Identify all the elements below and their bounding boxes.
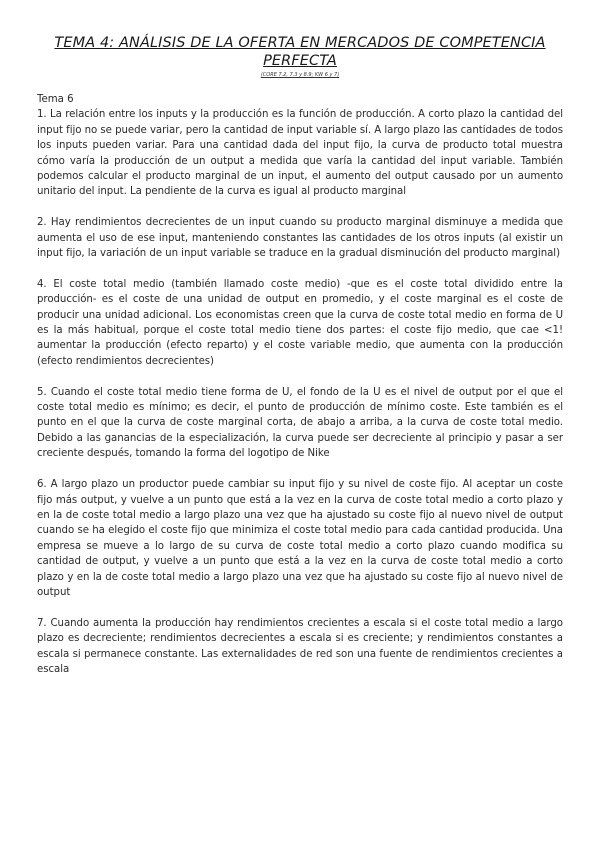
paragraph-5: 5. Cuando el coste total medio tiene forma de U, el fondo de la U es el nivel de output por el que el coste total medio es mínimo; es decir, el punto de producción de mínimo coste. Este también es el punto en el que la curva de coste marginal corta, de abajo a arriba, a la curva de coste total medio. Debido a las ganancias de la especialización, la curva puede ser decreciente al principio y pasar a ser creciente después, tomando la forma del logotipo de Nike — [37, 386, 563, 460]
paragraph-7: 7. Cuando aumenta la producción hay rendimientos crecientes a escala si el coste total medio a largo plazo es decreciente; rendimientos decrecientes a escala si es creciente; y rendimientos constantes a escala si permanece constante. Las externalidades de red son una fuente de rendimientos crecientes a escala — [37, 617, 563, 675]
paragraph-2: 2. Hay rendimientos decrecientes de un input cuando su producto marginal disminuye a medida que aumenta el uso de ese input, manteniendo constantes las cantidades de los otros inputs (al existir un input fijo, la variación de un input variable se traduce en la gradual disminución del producto marginal) — [37, 217, 563, 260]
page-subtitle: (CORE 7.2, 7.3 y 8.9; KW 6 y 7) — [260, 72, 340, 78]
paragraph-1: 1. La relación entre los inputs y la producción es la función de producción. A corto plazo la cantidad del input fijo no se puede variar, pero la cantidad de input variable sí. A largo plazo las cantidades de todos los inputs pueden variar. Para una cantidad dada del input fijo, la curva de producto total muestra cómo varía la producción de un output a medida que varía la cantidad del input variable. También podemos calcular el producto marginal de un input, el aumento del output causado por un aumento unitario del input. La pendiente de la curva es igual al producto marginal — [37, 109, 563, 198]
topic-label: Tema 6 — [37, 94, 74, 105]
page-title: TEMA 4: ANÁLISIS DE LA OFERTA EN MERCADOS DE COMPETENCIA PERFECTA — [54, 35, 546, 69]
paragraph-6: 6. A largo plazo un productor puede cambiar su input fijo y su nivel de coste fijo. Al aceptar un coste fijo más output, y vuelve a un punto que está a la vez en la curva de coste total medio a corto plazo y en la de coste total medio a largo plazo una vez que ha ajustado su coste fijo al nuevo nivel de output cuando se ha elegido el coste fijo que minimiza el coste total medio para cada cantidad producida. Una empresa se mueve a lo largo de su curva de coste total medio a corto plazo cuando modifica su cantidad de output, y vuelve a un punto que está a la vez en la curva de coste total medio a corto plazo y en la de coste total medio a largo plazo una vez que ha ajustado su coste fijo al nuevo nivel de output — [37, 479, 563, 598]
document-body — [37, 92, 563, 693]
paragraph-4: 4. El coste total medio (también llamado coste medio) -que es el coste total dividido entre la producción- es el coste de una unidad de output en promedio, y el coste marginal es el coste de producir una unidad adicional. Los economistas creen que la curva de coste total medio en forma de U es la más habitual, porque el coste total medio tiene dos partes: el coste fijo medio, que cae <1! aumentar la producción (efecto reparto) y el coste variable medio, que aumenta con la producción (efecto rendimientos decrecientes) — [37, 278, 563, 367]
